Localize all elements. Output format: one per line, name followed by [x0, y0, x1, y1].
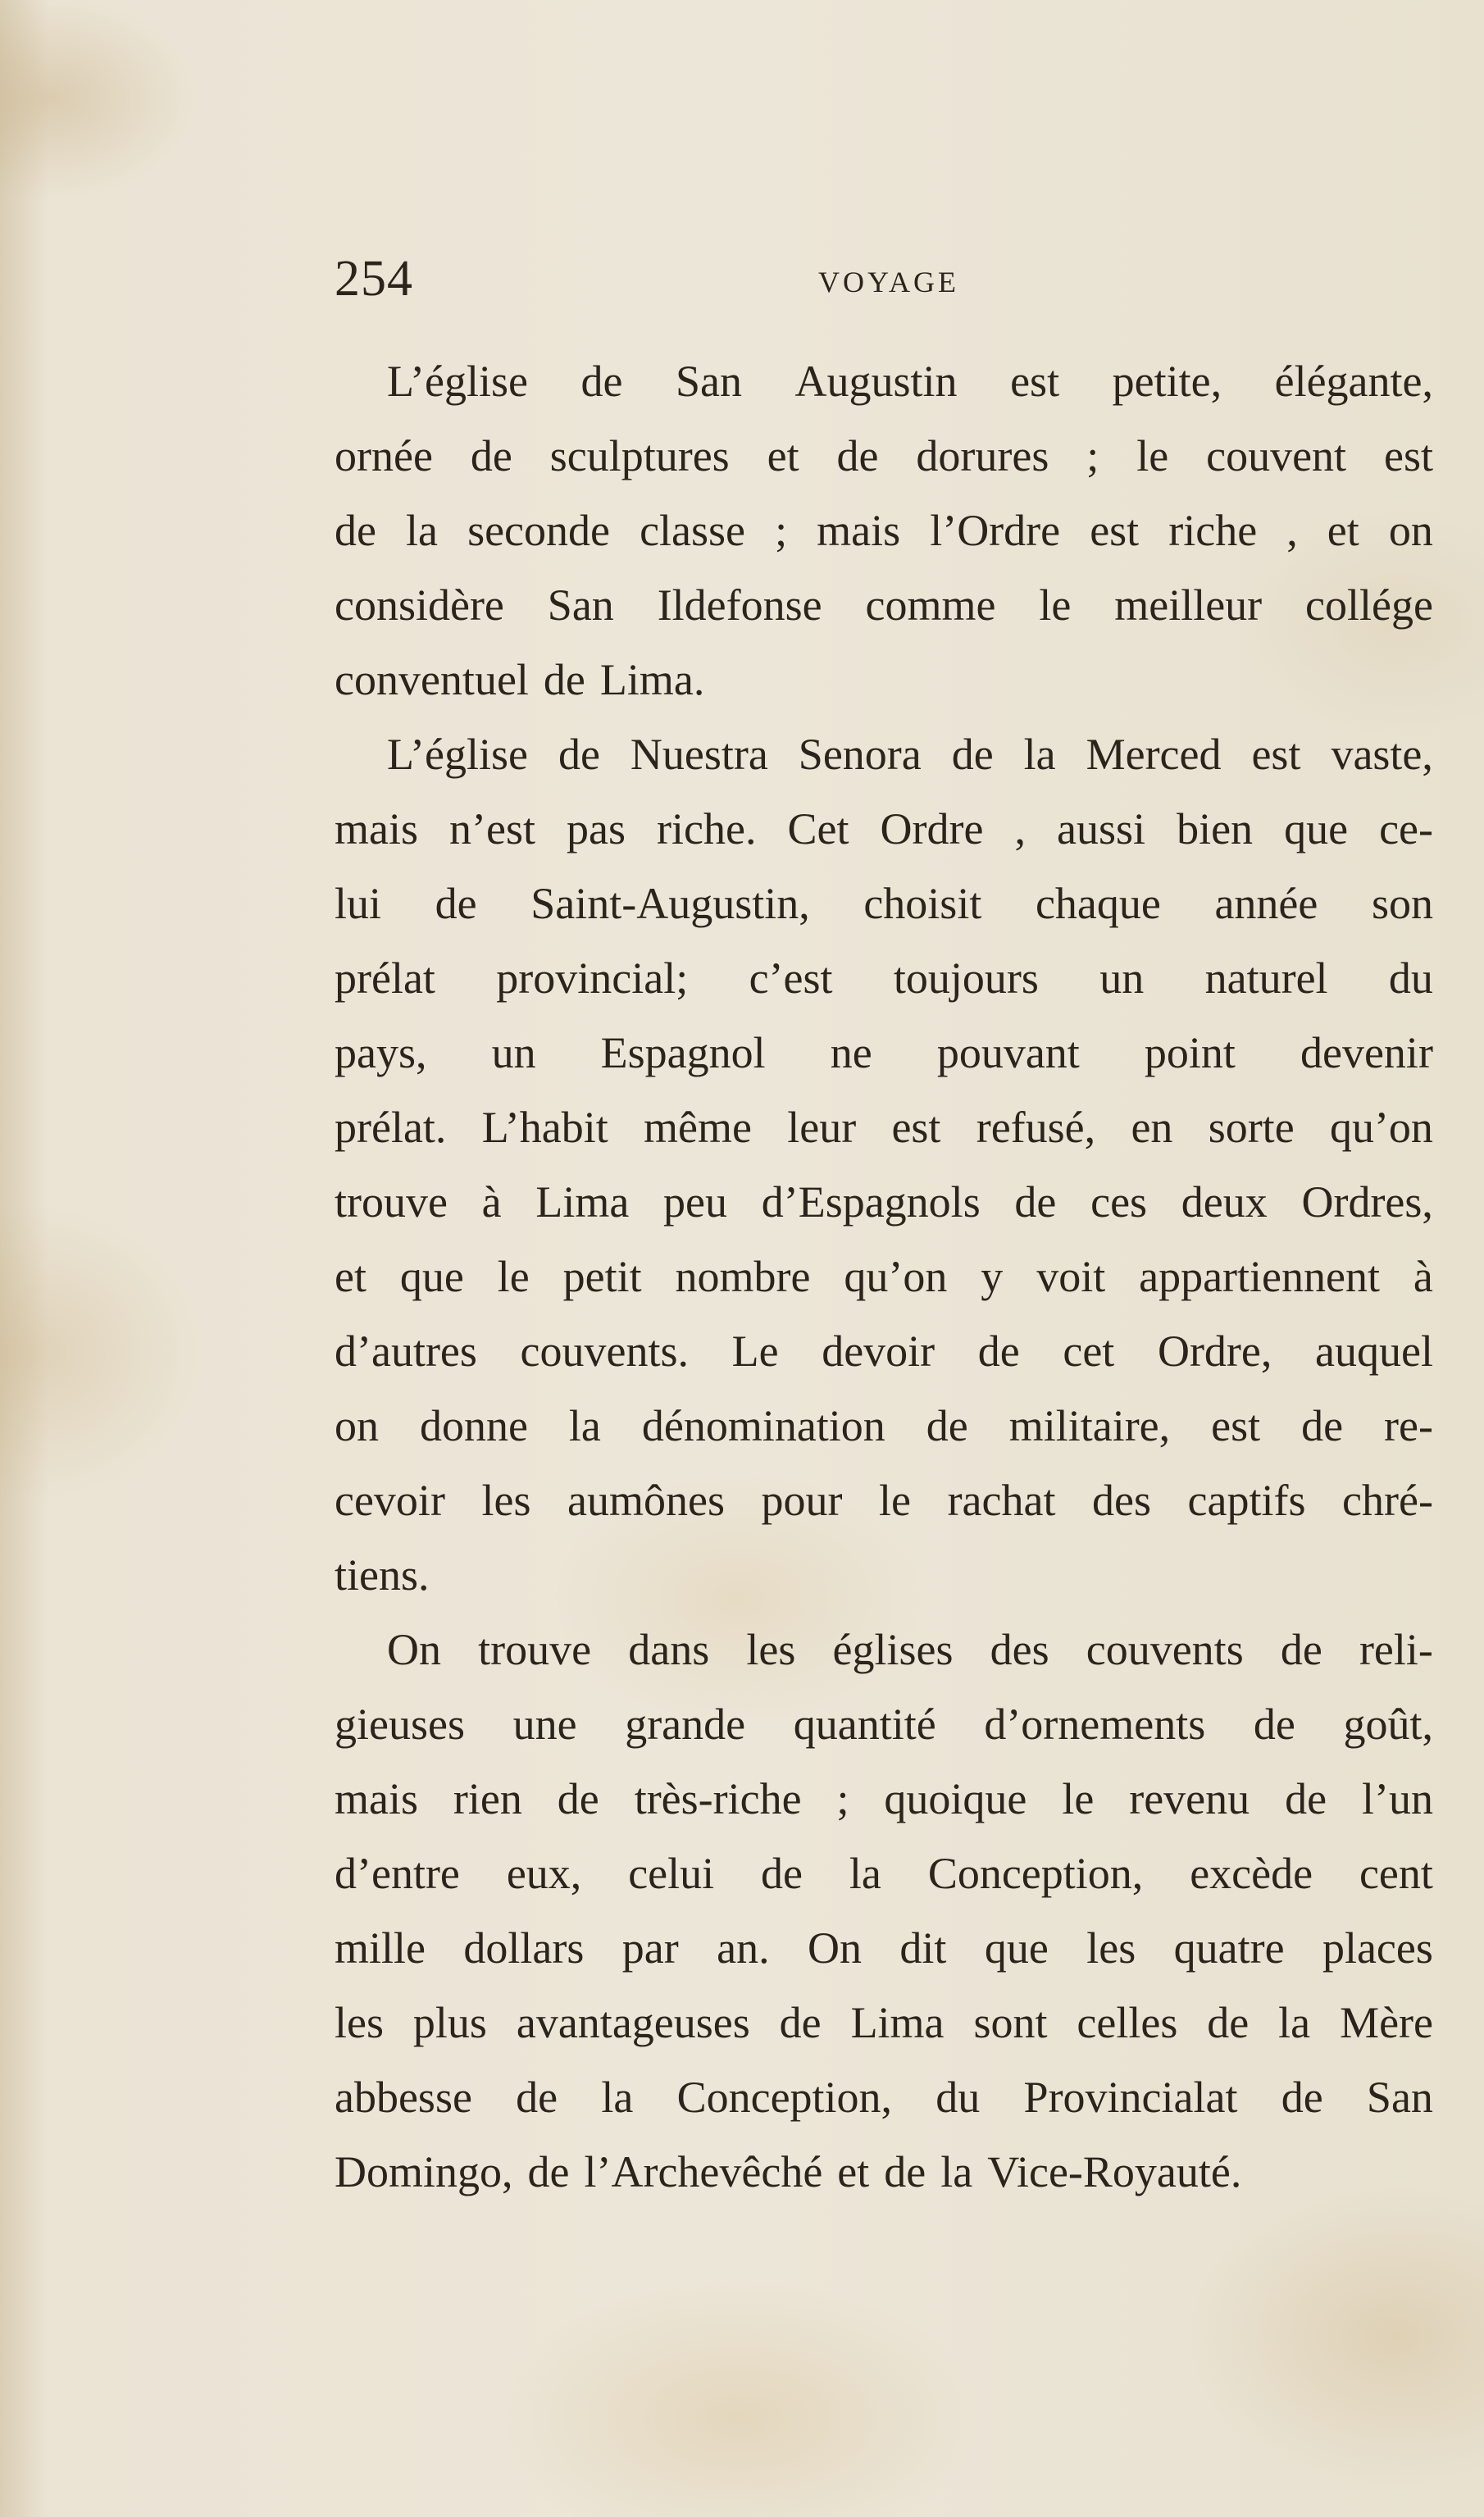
text-line	[335, 344, 1433, 419]
word: mille	[335, 1923, 426, 1973]
word: dollars	[463, 1923, 585, 1973]
word: prélat	[335, 954, 435, 1003]
word: dorures	[916, 431, 1049, 480]
word: le	[497, 1252, 530, 1301]
word: de	[1207, 1998, 1250, 2047]
word: mais	[817, 506, 901, 555]
word: de	[1280, 1625, 1322, 1674]
word: très-riche	[634, 1774, 802, 1823]
word: Ildefonse	[657, 580, 822, 630]
word: rachat	[947, 1476, 1056, 1525]
text-line	[335, 1016, 1433, 1090]
word: on	[1388, 506, 1433, 555]
word: Lima	[850, 1998, 945, 2047]
word: excède	[1190, 1849, 1313, 1898]
word: de	[557, 1774, 599, 1823]
word: qu’on	[844, 1252, 948, 1301]
word: le	[1039, 580, 1072, 630]
word: trouve	[478, 1625, 592, 1674]
word: sculptures	[549, 431, 730, 480]
word: gieuses	[335, 1700, 465, 1749]
word: d’ornements	[984, 1700, 1206, 1749]
word: des	[990, 1625, 1049, 1674]
text-line	[335, 2060, 1433, 2135]
word: collége	[1305, 580, 1433, 630]
word: par	[621, 1923, 679, 1973]
running-title: VOYAGE	[818, 266, 959, 298]
text-line	[335, 494, 1433, 568]
word: Le	[731, 1327, 779, 1376]
word: appartiennent	[1139, 1252, 1380, 1301]
word: est	[1211, 1401, 1261, 1450]
text-line	[335, 941, 1433, 1016]
word: la	[568, 1401, 601, 1450]
word: grande	[625, 1700, 746, 1749]
word: de	[836, 431, 879, 480]
text-line	[335, 1837, 1433, 1911]
word: Cet	[787, 804, 849, 853]
word: conventuel	[335, 655, 529, 704]
text-line	[335, 1986, 1433, 2060]
word: églises	[832, 1625, 954, 1674]
word: le	[1062, 1774, 1095, 1823]
word: militaire,	[1008, 1401, 1171, 1450]
word: reli-	[1359, 1625, 1433, 1674]
word: de	[977, 1327, 1020, 1376]
word: prélat.	[335, 1103, 447, 1152]
word: de	[516, 2073, 558, 2122]
word: c’est	[749, 954, 833, 1003]
word: ,	[1014, 804, 1026, 853]
word: Senora	[798, 730, 922, 779]
word: la	[406, 506, 439, 555]
word: est	[1090, 506, 1140, 555]
word: couvent	[1206, 431, 1347, 480]
word: re-	[1384, 1401, 1433, 1450]
word: les	[1086, 1923, 1136, 1973]
word: et	[837, 2147, 870, 2196]
word: et	[767, 431, 799, 480]
word: ne	[830, 1028, 872, 1077]
word: abbesse	[335, 2073, 472, 2122]
word: le	[879, 1476, 912, 1525]
word: en	[1131, 1103, 1173, 1152]
word: Lima.	[599, 655, 705, 704]
word: de	[1285, 1774, 1327, 1823]
word: Ordre,	[1157, 1327, 1272, 1376]
word: est	[1384, 431, 1433, 480]
word: ;	[775, 506, 788, 555]
word: n’est	[449, 804, 535, 853]
word: plus	[412, 1998, 487, 2047]
word: On	[387, 1625, 441, 1674]
word: ;	[836, 1774, 849, 1823]
word: de	[951, 730, 994, 779]
text-line	[335, 1463, 1433, 1538]
word: peu	[663, 1177, 728, 1227]
word: les	[481, 1476, 531, 1525]
word: Conception,	[927, 1849, 1144, 1898]
paragraph	[335, 717, 1433, 1613]
word: chaque	[1035, 879, 1161, 928]
text-line	[335, 1911, 1433, 1986]
word: de	[779, 1998, 822, 2047]
word: couvents.	[520, 1327, 689, 1376]
word: naturel	[1204, 954, 1328, 1003]
word: un	[1099, 954, 1145, 1003]
word: cevoir	[335, 1476, 445, 1525]
word: la	[1023, 730, 1056, 779]
word: comme	[865, 580, 996, 630]
text-line	[335, 1389, 1433, 1463]
word: avantageuses	[516, 1998, 750, 2047]
word: que	[1284, 804, 1349, 853]
word: leur	[787, 1103, 857, 1152]
word: Ordre	[880, 804, 984, 853]
word: aumônes	[567, 1476, 725, 1525]
body-text	[335, 344, 1433, 2210]
word: mais	[335, 1774, 418, 1823]
word: la	[940, 2147, 973, 2196]
word: du	[935, 2073, 981, 2122]
word: quantité	[793, 1700, 936, 1749]
word: meilleur	[1114, 580, 1263, 630]
word: cet	[1063, 1327, 1115, 1376]
word: celles	[1077, 1998, 1178, 2047]
word: l’Ordre	[930, 506, 1061, 555]
text-line	[335, 643, 1433, 717]
word: quatre	[1173, 1923, 1285, 1973]
word: Conception,	[676, 2073, 893, 2122]
word: provincial;	[496, 954, 689, 1003]
word: l’un	[1361, 1774, 1433, 1823]
word: classe	[640, 506, 745, 555]
word: deux	[1181, 1177, 1268, 1227]
word: L’habit	[481, 1103, 608, 1152]
word: L’église	[387, 730, 528, 779]
word: pays,	[335, 1028, 427, 1077]
word: est	[1010, 357, 1060, 406]
word: devenir	[1300, 1028, 1433, 1077]
word: an.	[717, 1923, 770, 1973]
word: à	[1413, 1252, 1433, 1301]
word: la	[849, 1849, 881, 1898]
word: pour	[761, 1476, 843, 1525]
page-number: 254	[335, 251, 413, 307]
word: auquel	[1315, 1327, 1433, 1376]
text-line	[335, 1538, 1433, 1613]
word: ces	[1090, 1177, 1148, 1227]
word: goût,	[1343, 1700, 1433, 1749]
word: ce-	[1379, 804, 1433, 853]
text-line	[335, 1240, 1433, 1314]
word: Merced	[1086, 730, 1222, 779]
word: un	[491, 1028, 536, 1077]
word: Lima	[535, 1177, 630, 1227]
word: captifs	[1187, 1476, 1306, 1525]
word: même	[643, 1103, 752, 1152]
word: Domingo,	[335, 2147, 513, 2196]
word: qu’on	[1329, 1103, 1433, 1152]
word: pas	[567, 804, 626, 853]
word: son	[1371, 879, 1433, 928]
word: pouvant	[936, 1028, 1080, 1077]
word: la	[1278, 1998, 1311, 2047]
word: dénomination	[641, 1401, 885, 1450]
paragraph	[335, 344, 1433, 717]
word: dans	[628, 1625, 710, 1674]
text-line	[335, 1613, 1433, 1687]
word: Ordres,	[1301, 1177, 1433, 1227]
text-line	[335, 1090, 1433, 1165]
word: couvents	[1086, 1625, 1244, 1674]
word: et	[335, 1252, 366, 1301]
word: places	[1322, 1923, 1433, 1973]
word: que	[399, 1252, 464, 1301]
word: à	[481, 1177, 502, 1227]
word: des	[1092, 1476, 1151, 1525]
word: considère	[335, 580, 504, 630]
word: de	[1301, 1401, 1344, 1450]
word: lui	[335, 879, 382, 928]
word: petit	[562, 1252, 642, 1301]
word: les	[746, 1625, 796, 1674]
word: élégante,	[1274, 357, 1433, 406]
word: toujours	[893, 954, 1039, 1003]
word: dit	[899, 1923, 947, 1973]
word: voit	[1036, 1252, 1106, 1301]
word: de	[435, 879, 477, 928]
word: que	[984, 1923, 1049, 1973]
word: est	[891, 1103, 941, 1152]
word: ,	[1286, 506, 1298, 555]
word: de	[558, 730, 600, 779]
word: chré-	[1342, 1476, 1433, 1525]
word: Espagnol	[600, 1028, 766, 1077]
word: point	[1144, 1028, 1236, 1077]
word: de	[926, 1401, 968, 1450]
word: de	[761, 1849, 803, 1898]
word: de	[1281, 2073, 1323, 2122]
text-line	[335, 717, 1433, 792]
word: seconde	[467, 506, 610, 555]
paragraph	[335, 1613, 1433, 2210]
word: choisit	[863, 879, 982, 928]
word: donne	[419, 1401, 528, 1450]
word: d’Espagnols	[761, 1177, 981, 1227]
word: San	[1366, 2073, 1433, 2122]
word: de	[470, 431, 512, 480]
text-line	[335, 1687, 1433, 1762]
word: de	[884, 2147, 926, 2196]
word: une	[512, 1700, 577, 1749]
word: de	[580, 357, 623, 406]
text-line	[335, 1314, 1433, 1389]
word: d’autres	[335, 1327, 477, 1376]
word: rien	[453, 1774, 522, 1823]
word: on	[335, 1401, 379, 1450]
word: riche	[1168, 506, 1258, 555]
word: sorte	[1208, 1103, 1295, 1152]
text-line	[335, 1762, 1433, 1837]
word: cent	[1359, 1849, 1433, 1898]
word: y	[981, 1252, 1004, 1301]
word: de	[1253, 1700, 1295, 1749]
word: de	[1014, 1177, 1057, 1227]
word: On	[808, 1923, 863, 1973]
word: tiens.	[335, 1550, 430, 1600]
word: riche.	[657, 804, 757, 853]
word: San	[676, 357, 742, 406]
word: l’Archevêché	[584, 2147, 823, 2196]
text-line	[335, 419, 1433, 494]
word: mais	[335, 804, 418, 853]
word: et	[1327, 506, 1359, 555]
word: d’entre	[335, 1849, 460, 1898]
word: du	[1388, 954, 1433, 1003]
word: sont	[973, 1998, 1048, 2047]
word: Vice-Royauté.	[987, 2147, 1242, 2196]
word: Provincialat	[1023, 2073, 1238, 2122]
word: aussi	[1057, 804, 1146, 853]
word: L’église	[387, 357, 528, 406]
text-line	[335, 1165, 1433, 1240]
running-head	[335, 250, 1433, 307]
text-line	[335, 792, 1433, 867]
text-line	[335, 2135, 1433, 2210]
word: Augustin	[794, 357, 958, 406]
word: de	[527, 2147, 570, 2196]
word: revenu	[1129, 1774, 1250, 1823]
word: la	[601, 2073, 634, 2122]
word: devoir	[822, 1327, 935, 1376]
text-line	[335, 568, 1433, 643]
word: les	[335, 1998, 384, 2047]
word: de	[335, 506, 376, 555]
word: le	[1136, 431, 1169, 480]
word: refusé,	[976, 1103, 1096, 1152]
word: San	[547, 580, 614, 630]
word: ;	[1086, 431, 1099, 480]
word: Saint-Augustin,	[530, 879, 810, 928]
word: ornée	[335, 431, 433, 480]
word: nombre	[675, 1252, 811, 1301]
word: trouve	[335, 1177, 448, 1227]
word: celui	[628, 1849, 715, 1898]
word: bien	[1177, 804, 1254, 853]
text-line	[335, 867, 1433, 941]
word: Mère	[1340, 1998, 1433, 2047]
word: Nuestra	[630, 730, 768, 779]
word: est	[1251, 730, 1301, 779]
word: quoique	[884, 1774, 1027, 1823]
word: de	[543, 655, 585, 704]
word: petite,	[1112, 357, 1222, 406]
word: eux,	[506, 1849, 582, 1898]
word: vaste,	[1331, 730, 1433, 779]
word: année	[1214, 879, 1318, 928]
